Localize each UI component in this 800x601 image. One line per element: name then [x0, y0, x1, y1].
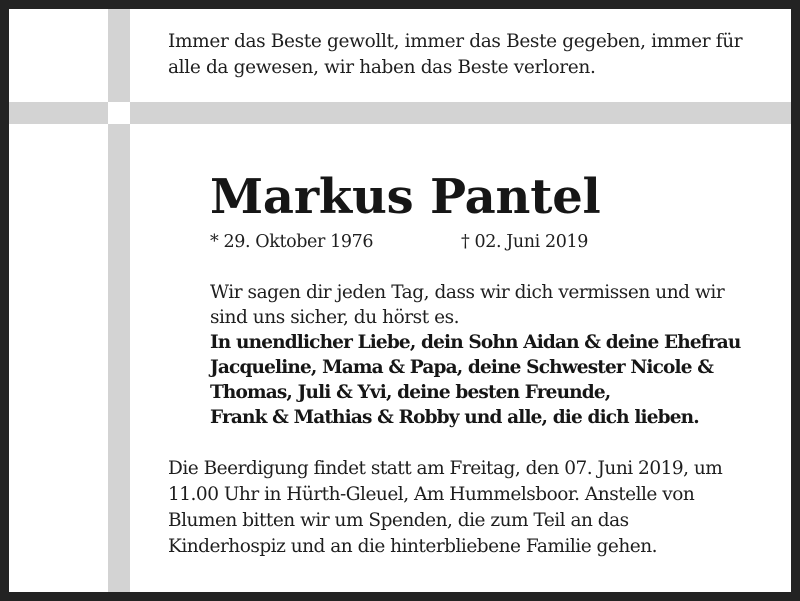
cross-vertical-bar [108, 9, 130, 592]
funeral-line: Kinderhospiz und an die hinterbliebene Familie gehen. [168, 536, 657, 557]
motto-line: alle da gewesen, wir haben das Beste verloren. [168, 57, 596, 78]
birth-date: * 29. Oktober 1976 [210, 232, 374, 252]
mourners-line: In unendlicher Liebe, dein Sohn Aidan & deine Ehefrau [210, 332, 741, 353]
funeral-line: Blumen bitten wir um Spenden, die zum Teil an das [168, 510, 629, 531]
farewell-message [210, 280, 780, 330]
cross-center-gap [108, 102, 130, 124]
mourners-line: Jacqueline, Mama & Papa, deine Schwester Nicole & [210, 357, 714, 378]
funeral-line: 11.00 Uhr in Hürth-Gleuel, Am Hummelsboor. Anstelle von [168, 484, 695, 505]
mourners-line: Frank & Mathias & Robby und alle, die dich lieben. [210, 407, 699, 428]
motto-line: Immer das Beste gewollt, immer das Beste gegeben, immer für [168, 31, 743, 52]
message-line: sind uns sicher, du hörst es. [210, 307, 460, 328]
mourners-list [210, 330, 780, 430]
deceased-name: Markus Pantel [210, 169, 601, 225]
death-date: † 02. Juni 2019 [461, 232, 588, 252]
message-line: Wir sagen dir jeden Tag, dass wir dich vermissen und wir [210, 282, 725, 303]
mourners-line: Thomas, Juli & Yvi, deine besten Freunde, [210, 382, 611, 403]
funeral-line: Die Beerdigung findet statt am Freitag, den 07. Juni 2019, um [168, 458, 723, 479]
funeral-details [168, 456, 788, 560]
motto-text [168, 29, 788, 81]
